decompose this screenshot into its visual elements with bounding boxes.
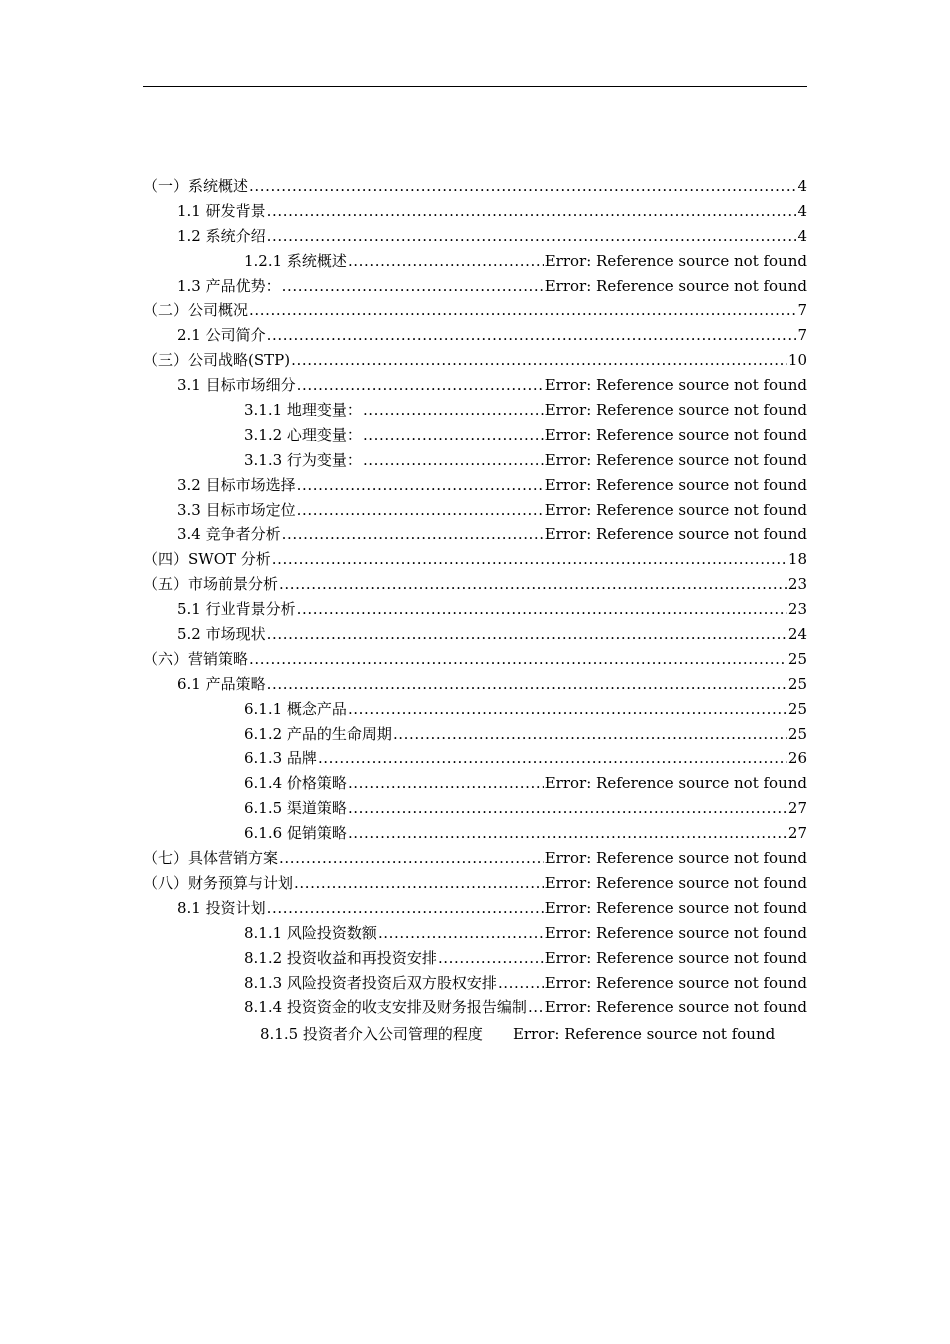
toc-entry-title: 6.1.1 概念产品 [244,699,347,718]
toc-leader [249,647,787,672]
toc-entry[interactable] [143,398,807,423]
toc-entry-title: 3.1.3 行为变量： [244,450,362,469]
toc-entry-page: 27 [787,799,807,818]
toc-leader [297,373,544,398]
toc-leader [282,274,544,299]
toc-entry[interactable] [143,498,807,523]
toc-entry[interactable] [143,647,807,672]
toc-leader [438,946,544,971]
toc-entry[interactable] [143,448,807,473]
toc-entry[interactable] [143,771,807,796]
toc-entry-title: 3.4 竞争者分析 [177,525,281,544]
toc-leader [363,448,544,473]
toc-entry[interactable] [143,921,807,946]
toc-entry-page: 25 [787,699,807,718]
toc-entry-title: 6.1.4 价格策略 [244,774,347,793]
toc-entry-page: 23 [787,575,807,594]
toc-entry-page: Error: Reference source not found [544,401,807,420]
toc-entry-page: Error: Reference source not found [544,923,807,942]
toc-entry[interactable] [143,821,807,846]
toc-entry-page: 10 [787,351,807,370]
toc-entry-page: 27 [787,824,807,843]
toc-entry[interactable] [143,871,807,896]
toc-entry-page: 23 [787,600,807,619]
toc-leader [348,697,787,722]
toc-leader [297,597,787,622]
toc-entry-title: 1.2.1 系统概述 [244,251,347,270]
toc-entry-page: Error: Reference source not found [544,774,807,793]
toc-entry-page: Error: Reference source not found [544,251,807,270]
toc-entry-title: 3.2 目标市场选择 [177,475,296,494]
toc-entry-page: Error: Reference source not found [544,475,807,494]
toc-entry-title: 8.1.4 投资资金的收支安排及财务报告编制 [244,998,527,1017]
toc-entry-page: 25 [787,724,807,743]
toc-leader [282,522,544,547]
toc-entry-title: 5.2 市场现状 [177,625,266,644]
toc-leader [267,199,797,224]
toc-entry[interactable] [143,746,807,771]
toc-leader [249,298,796,323]
toc-entry[interactable] [143,298,807,323]
toc-entry-page: 25 [787,649,807,668]
toc-entry-title: 3.1.1 地理变量： [244,401,362,420]
toc-entry[interactable] [143,174,807,199]
toc-entry[interactable] [143,846,807,871]
toc-entry-title: 6.1 产品策略 [177,674,266,693]
toc-entry-page: Error: Reference source not found [544,849,807,868]
toc-entry[interactable] [143,423,807,448]
toc-entry[interactable] [143,373,807,398]
toc-leader [267,896,544,921]
toc-leader [294,871,544,896]
toc-entry-page: Error: Reference source not found [544,898,807,917]
toc-entry-title: 8.1.1 风险投资数额 [244,923,377,942]
toc-leader [291,348,787,373]
toc-entry-title: 6.1.5 渠道策略 [244,799,347,818]
toc-entry-page: 4 [797,177,807,195]
table-of-contents [143,174,807,1020]
toc-entry[interactable] [143,522,807,547]
toc-entry[interactable] [143,971,807,996]
toc-entry-page: Error: Reference source not found [544,948,807,967]
toc-entry[interactable] [143,348,807,373]
toc-entry-page: 26 [787,749,807,768]
toc-entry-page: 25 [787,674,807,693]
toc-entry-title: 8.1.5 投资者介入公司管理的程度 [260,1025,483,1043]
toc-entry-plain[interactable] [260,1022,775,1046]
toc-entry-title: 5.1 行业背景分析 [177,600,296,619]
toc-leader [363,398,544,423]
toc-entry[interactable] [143,323,807,348]
toc-entry-title: （二）公司概况 [143,301,249,320]
toc-leader [249,174,796,199]
toc-entry[interactable] [143,896,807,921]
toc-entry-title: 2.1 公司简介 [177,326,266,345]
toc-entry-title: 8.1.3 风险投资者投资后双方股权安排 [244,973,497,992]
toc-entry-title: （一）系统概述 [143,177,249,195]
toc-entry-title: 6.1.6 促销策略 [244,824,347,843]
toc-leader [267,323,797,348]
toc-entry-title: （五）市场前景分析 [143,575,279,594]
toc-entry-page: 7 [797,301,807,320]
toc-entry[interactable] [143,796,807,821]
toc-entry[interactable] [143,622,807,647]
toc-entry[interactable] [143,547,807,572]
toc-entry[interactable] [143,995,807,1020]
toc-leader [348,796,787,821]
toc-leader [378,921,544,946]
toc-entry-title: 6.1.3 品牌 [244,749,317,768]
toc-entry-title: （三）公司战略(STP) [143,351,291,370]
toc-leader [318,746,787,771]
toc-entry-page: 18 [787,550,807,569]
toc-leader [498,971,544,996]
toc-entry[interactable] [143,946,807,971]
toc-entry-title: 3.1.2 心理变量： [244,425,362,444]
toc-entry-page: 4 [797,201,807,220]
toc-entry-page: Error: Reference source not found [544,425,807,444]
toc-leader [393,722,787,747]
toc-entry-page: Error: Reference source not found [544,998,807,1017]
toc-entry[interactable] [143,199,807,224]
toc-entry-title: 3.1 目标市场细分 [177,376,296,395]
toc-entry-page: 24 [787,625,807,644]
toc-entry-title: 8.1.2 投资收益和再投资安排 [244,948,437,967]
toc-leader [279,846,544,871]
toc-entry-page: Error: Reference source not found [512,1025,776,1043]
toc-entry-title: 8.1 投资计划 [177,898,266,917]
toc-entry-title: 3.3 目标市场定位 [177,500,296,519]
toc-leader [267,672,787,697]
toc-leader [297,473,544,498]
toc-entry-title: 1.1 研发背景 [177,201,266,220]
toc-entry[interactable] [143,473,807,498]
toc-leader [348,771,544,796]
toc-entry-title: （四）SWOT 分析 [143,550,271,569]
toc-entry-page: Error: Reference source not found [544,276,807,295]
toc-leader [348,249,544,274]
toc-leader [297,498,544,523]
toc-entry[interactable] [143,722,807,747]
toc-entry[interactable] [143,224,807,249]
toc-leader [272,547,787,572]
toc-entry-page: Error: Reference source not found [544,973,807,992]
toc-entry-page: Error: Reference source not found [544,450,807,469]
toc-entry[interactable] [143,672,807,697]
toc-entry[interactable] [143,249,807,274]
toc-leader [267,622,787,647]
toc-entry[interactable] [143,274,807,299]
toc-leader [363,423,544,448]
toc-entry-title: （八）财务预算与计划 [143,873,294,892]
toc-entry-page: Error: Reference source not found [544,873,807,892]
toc-entry-title: 1.2 系统介绍 [177,226,266,245]
toc-leader [528,995,544,1020]
toc-entry[interactable] [143,697,807,722]
toc-entry-title: 6.1.2 产品的生命周期 [244,724,392,743]
toc-leader [348,821,787,846]
toc-entry-page: Error: Reference source not found [544,525,807,544]
toc-leader [267,224,797,249]
toc-entry[interactable] [143,572,807,597]
header-rule [143,86,807,87]
toc-entry-page: Error: Reference source not found [544,376,807,395]
toc-entry-page: Error: Reference source not found [544,500,807,519]
toc-entry-title: （七）具体营销方案 [143,849,279,868]
toc-leader [279,572,787,597]
toc-entry-title: 1.3 产品优势： [177,276,281,295]
toc-entry-title: （六）营销策略 [143,649,249,668]
toc-entry[interactable] [143,597,807,622]
toc-entry-page: 4 [797,226,807,245]
toc-entry-page: 7 [797,326,807,345]
